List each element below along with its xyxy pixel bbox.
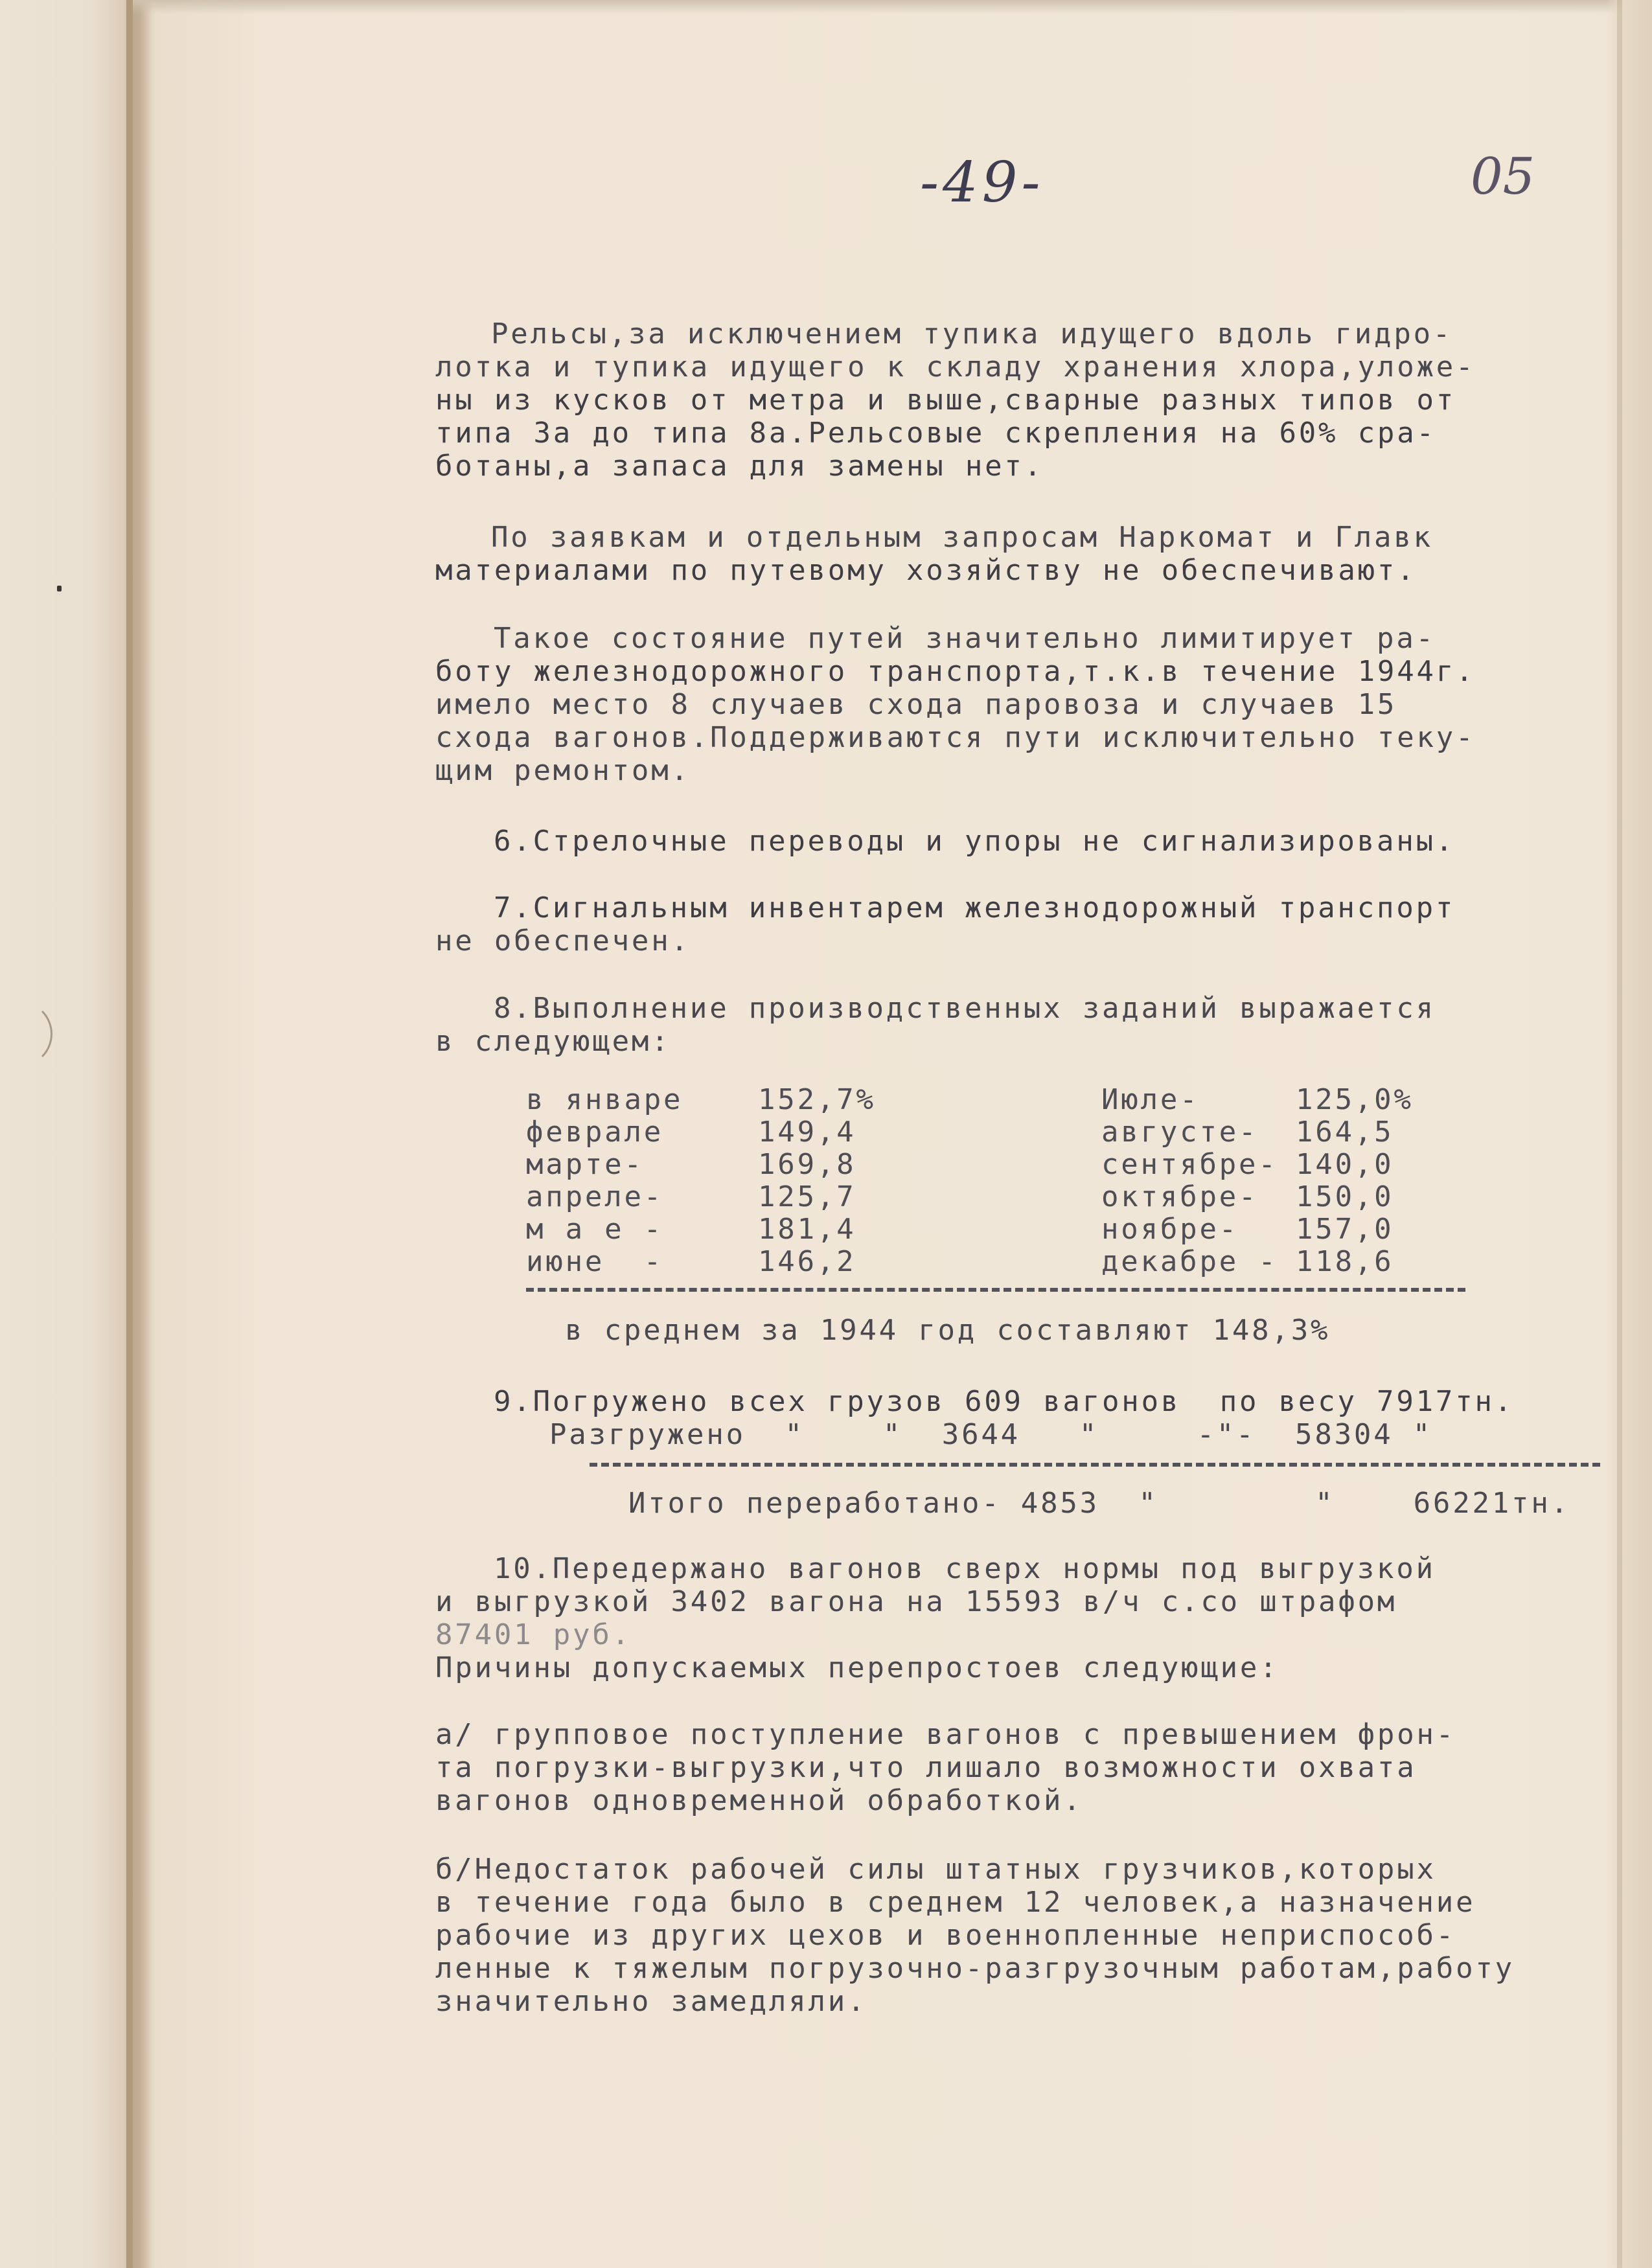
table-row (0, 1148, 1652, 1181)
table-cell: 149,4 (758, 1116, 856, 1149)
table-cell: марте- (526, 1148, 644, 1181)
text-line: щим ремонтом. (435, 754, 691, 787)
text-line: Такое состояние путей значительно лимитирует ра- (494, 622, 1436, 655)
table-row (0, 1180, 1652, 1213)
table-cell: 181,4 (758, 1213, 856, 1246)
cargo-divider (590, 1463, 1600, 1467)
table-cell: феврале (526, 1116, 664, 1149)
table-cell: июне - (526, 1245, 664, 1278)
table-row (0, 1116, 1652, 1149)
text-line: 87401 руб. (435, 1618, 632, 1651)
table-average: в среднем за 1944 год составляют 148,3% (565, 1314, 1331, 1347)
table-divider (526, 1288, 1465, 1292)
table-cell: 169,8 (758, 1148, 856, 1181)
text-line: та погрузки-выгрузки,что лишало возможности охвата (435, 1751, 1417, 1784)
table-cell: 157,0 (1296, 1213, 1394, 1246)
text-line: типа 3а до типа 8а.Рельсовые скрепления на 60% сра- (435, 417, 1436, 450)
cargo-total: Итого переработано- 4853 " " 66221тн. (628, 1487, 1570, 1520)
text-line: ленные к тяжелым погрузочно-разгрузочным работам,работу (435, 1952, 1515, 1985)
text-line: Рельсы,за исключением тупика идущего вдоль гидро- (491, 317, 1453, 350)
text-line: рабочие из других цехов и военнопленные неприспособ- (435, 1919, 1456, 1952)
text-line: имело место 8 случаев схода паровоза и случаев 15 (435, 688, 1397, 721)
table-cell: 140,0 (1296, 1148, 1394, 1181)
text-line: 10.Передержано вагонов сверх нормы под выгрузкой (494, 1552, 1436, 1585)
text-line: ны из кусков от метра и выше,сварные разных типов от (435, 384, 1456, 417)
text-line: в следующем: (435, 1025, 671, 1058)
text-line: в течение года было в среднем 12 человек,а назначение (435, 1886, 1476, 1919)
table-cell: в январе (526, 1083, 683, 1116)
text-line: а/ групповое поступление вагонов с превышением фрон- (435, 1718, 1456, 1751)
text-line: материалами по путевому хозяйству не обеспечивают. (435, 554, 1417, 587)
table-cell: апреле- (526, 1180, 664, 1213)
text-line: и выгрузкой 3402 вагона на 15593 в/ч с.со штрафом (435, 1585, 1397, 1618)
text-line: б/Недостаток рабочей силы штатных грузчиков,которых (435, 1853, 1436, 1886)
table-cell: 118,6 (1296, 1245, 1394, 1278)
table-cell: Июле- (1101, 1083, 1200, 1116)
text-line: значительно замедляли. (435, 1985, 867, 2018)
table-cell: сентябре- (1101, 1148, 1278, 1181)
text-line: Причины допускаемых перепростоев следующие: (435, 1651, 1279, 1684)
table-cell: 125,7 (758, 1180, 856, 1213)
text-line: 9.Погружено всех грузов 609 вагонов по весу 7917тн. (494, 1385, 1515, 1418)
text-line: боту железнодорожного транспорта,т.к.в течение 1944г. (435, 655, 1476, 688)
text-line: схода вагонов.Поддерживаются пути исключительно теку- (435, 721, 1476, 754)
text-line: лотка и тупика идущего к складу хранения хлора,уложе- (435, 350, 1476, 384)
text-line: 6.Стрелочные переводы и упоры не сигнализированы. (494, 825, 1456, 858)
table-cell: октябре- (1101, 1180, 1259, 1213)
text-line: По заявкам и отдельным запросам Наркомат и Главк (491, 521, 1433, 554)
table-cell: 125,0% (1296, 1083, 1414, 1116)
archive-folio-number: 05 (1471, 148, 1535, 206)
table-row (0, 1083, 1652, 1116)
text-line: 7.Сигнальным инвентарем железнодорожный транспорт (494, 891, 1456, 924)
table-row (0, 1245, 1652, 1278)
table-cell: августе- (1101, 1116, 1259, 1149)
table-cell: декабре - (1101, 1245, 1278, 1278)
table-cell: ноябре- (1101, 1213, 1239, 1246)
page-number: -49- (920, 150, 1044, 215)
table-cell: 152,7% (758, 1083, 876, 1116)
ink-dot (57, 586, 62, 591)
text-line: ботаны,а запаса для замены нет. (435, 450, 1044, 483)
text-line: Разгружено " " 3644 " -"- 58304 " (549, 1418, 1433, 1451)
table-cell: 150,0 (1296, 1180, 1394, 1213)
text-line: не обеспечен. (435, 924, 691, 957)
table-cell: 164,5 (1296, 1116, 1394, 1149)
text-line: вагонов одновременной обработкой. (435, 1784, 1083, 1817)
table-cell: м а е - (526, 1213, 664, 1246)
top-paper-edge (133, 0, 1652, 14)
table-row (0, 1213, 1652, 1246)
table-cell: 146,2 (758, 1245, 856, 1278)
text-line: 8.Выполнение производственных заданий выражается (494, 992, 1436, 1025)
